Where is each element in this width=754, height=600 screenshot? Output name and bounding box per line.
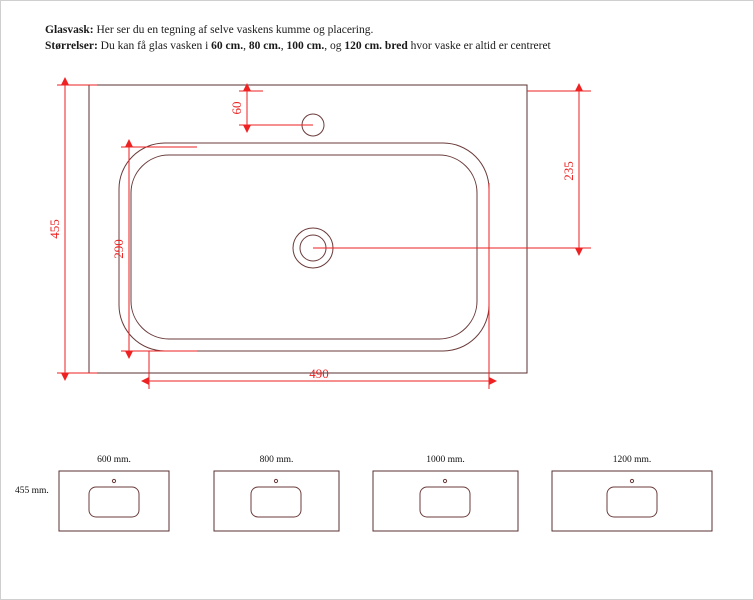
variant-label-1200: 1200 mm. (612, 455, 652, 465)
header-size-80: 80 cm. (248, 39, 281, 52)
variant-strip (1, 441, 754, 551)
header-text-part5: hvor vaske er altid er centreret (407, 39, 551, 52)
variant-600-basin (89, 487, 139, 517)
header-line-stoerrelser (45, 39, 725, 55)
variant-600 (59, 471, 169, 531)
variant-1200-basin (607, 487, 657, 517)
variant-800-basin (251, 487, 301, 517)
dim-label-490: 490 (309, 366, 329, 381)
header-size-100: 100 cm. (286, 39, 325, 52)
header-text-part2: , (243, 39, 249, 52)
variant-label-800: 800 mm. (259, 455, 294, 465)
header-label-stoerrelser: Størrelser: (45, 39, 98, 52)
variant-label-600: 600 mm. (97, 455, 131, 465)
header-size-120: 120 cm. bred (344, 39, 408, 52)
header-text-part3: , (280, 39, 287, 52)
dim-label-455: 455 (47, 219, 62, 239)
header-text-glasvask: Her ser du en tegning af selve vaskens kumme og placering. (93, 24, 374, 36)
header-text-part4: , og (324, 39, 345, 52)
header-text-block (45, 23, 725, 54)
variant-1000-basin (420, 487, 470, 517)
header-label-glasvask: Glasvask: (45, 24, 94, 36)
dim-label-290: 290 (111, 239, 126, 259)
technical-drawing-svg (1, 63, 754, 433)
header-line-glasvask (45, 23, 725, 39)
dim-label-60: 60 (229, 101, 244, 115)
variant-1000 (373, 471, 518, 531)
dim-label-235: 235 (561, 161, 576, 181)
header-text-part1: Du kan få glas vasken i (97, 39, 212, 52)
variant-1200 (552, 471, 712, 531)
variant-800 (214, 471, 339, 531)
variant-label-1000: 1000 mm. (426, 455, 465, 465)
technical-drawing (1, 63, 754, 433)
header-size-60: 60 cm. (211, 39, 244, 52)
variant-depth-label: 455 mm. (15, 486, 49, 496)
